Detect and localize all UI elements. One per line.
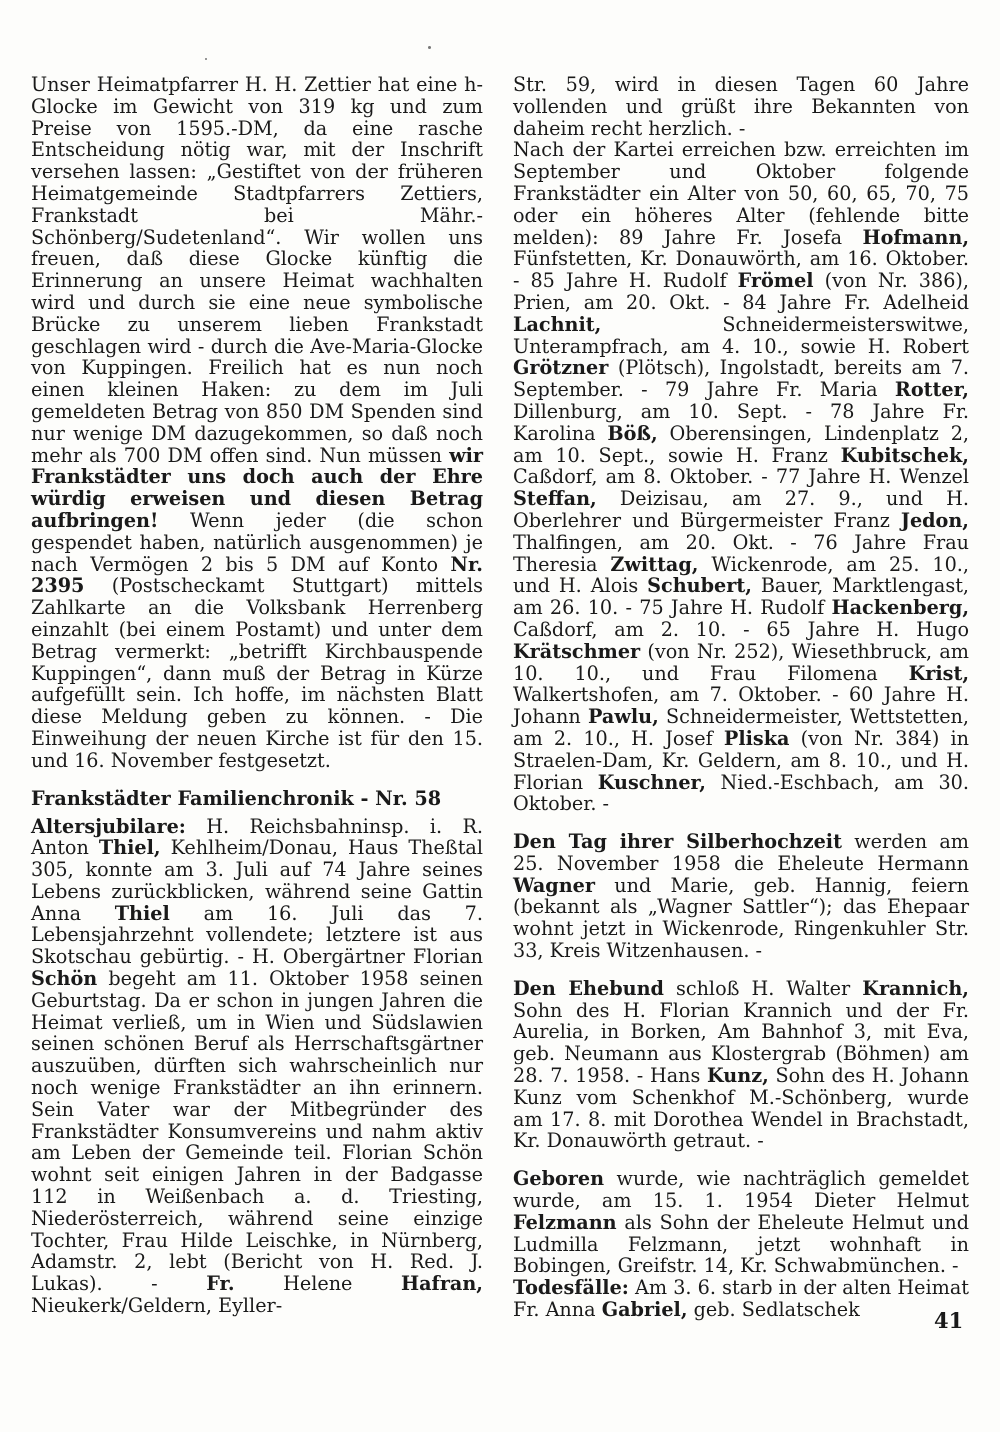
text-run: Unser Heimatpfarrer H. H. Zettier hat eine h-Glocke im Gewicht von 319 kg und zum Preise von 1595.-DM, da eine rasche Entscheidung nötig war, mit der Inschrift versehen lassen: „Gestiftet von der früheren Heimatgemeinde Stadtpfarrers Zettiers, Frankstadt bei Mähr.-Schönberg/Sudetenland“. Wir wollen uns freuen, daß diese Glocke künftig die Erinnerung an unsere Heimat wachhalten wird und durch sie eine neue symbolische Brücke zu unserem lieben Frankstadt geschlagen wird - durch die Ave-Maria-Glocke von Kuppingen. Freilich hat es nun noch einen kleinen Haken: zu dem im Juli gemeldeten Betrag von 850 DM Spenden sind nur wenige DM dazugekommen, so daß noch mehr als 700 DM offen sind. Nun müssen [31,73,483,467]
bold-name: Hackenberg, [831,596,969,620]
text-run: Sohn des H. Johann Kunz vom Schenkhof M.-Schönberg, wurde am 17. 8. mit Dorothea Wendel in Brachstadt, Kr. Donauwörth getraut. - [513,1064,970,1153]
text-run: Thalfingen, am 20. Okt. - 76 Jahre Frau Theresia [513,530,969,576]
text-run: Walkertshofen, am 7. Oktober. - 60 Jahre H. Johann [513,683,969,729]
birthdays-paragraph [513,74,969,815]
bold-name: Pawlu, [588,705,659,729]
bold-name: Krannich, [862,976,969,1000]
marriage-paragraph [513,978,969,1152]
text-run: Bauer, Marktlengast, am 26. 10. - 75 Jahre H. Rudolf [513,574,970,620]
text-run: Caßdorf, am 8. Oktober. - 77 Jahre H. Wenzel [513,465,969,489]
bold-name: Rotter, [894,378,969,402]
text-run: werden am 25. November 1958 die Eheleute Hermann [513,830,969,875]
bold-name: Zwittag, [610,552,699,576]
text-run: Deizisau, am 27. 9., und H. Oberlehrer und Bürgermeister Franz [513,487,969,532]
text-run: (von Nr. 386), Prien, am 20. Okt. - 84 Jahre Fr. Adelheid [513,269,969,314]
print-speck [428,46,431,49]
chronicle-heading: Frankstädter Familienchronik - Nr. 58 [31,786,442,810]
text-run: schloß H. Walter [663,976,863,1000]
text-run: und Marie, geb. Hannig, feiern (bekannt als „Wagner Sattler“); das Ehepaar wohnt jetzt in Wickenrode, Ringenkuhler Str. 33, Kreis Witzenhausen. - [513,873,969,963]
bold-name: Krätschmer [513,639,641,663]
text-run: Helene [234,1272,401,1296]
births-paragraph [513,1168,969,1277]
text-run: (von Nr. 384) in Straelen-Dam, Kr. Geldern, am 8. 10., und H. Florian [513,726,969,794]
bold-name: Kuschner, [597,770,706,794]
bold-name: Thiel, [98,836,161,860]
section-label: Todesfälle: [513,1276,629,1300]
text-run: (Postscheckamt Stuttgart) mittels Zahlkarte an die Volksbank Herrenberg einzahlt (bei einem Postamt) und unter dem Betrag vermerkt: „betrifft Kirchbauspende Kuppingen“, dann muß der Betrag in Kürze aufgefüllt sein. Ich hoffe, im nächsten Blatt diese Meldung geben zu können. - Die Einweihung der neuen Kirche ist für den 15. und 16. November festgesetzt. [31,574,483,772]
altersjubilare-paragraph [31,816,483,1317]
bold-name: Schön [31,967,98,991]
bold-name: Pliska [723,726,790,750]
bold-name: Hafran, [401,1272,483,1296]
text-run: Sohn des H. Florian Krannich und der Fr. Aurelia, in Borken, Am Bahnhof 3, mit Eva, geb. Neumann aus Klostergrab (Böhmen) am 28. 7. 1958. - Hans [513,998,969,1088]
text-run: als Sohn der Eheleute Helmut und Ludmilla Felzmann, jetzt wohnhaft in Bobingen, Greifstr. 14, Kr. Schwabmünchen. - [513,1210,969,1278]
bold-account-number: Nr. 2395 [31,552,483,598]
bold-name: Steffan, [513,487,597,511]
text-run: H. Reichsbahninsp. i. R. Anton [31,814,483,860]
section-label: Geboren [513,1167,605,1191]
section-label: Altersjubilare: [31,814,186,838]
text-run: Caßdorf, am 2. 10. - 65 Jahre H. Hugo [513,617,969,641]
bell-donation-paragraph [31,74,483,772]
bold-name: Felzmann [513,1210,617,1234]
bold-name: Frömel [737,269,814,293]
page-number: 41 [934,1308,964,1333]
text-run: Oberensingen, Lindenplatz 2, am 10. Sept., sowie H. Franz [513,421,970,467]
text-run: Kehlheim/Donau, Haus Theßtal 305, konnte am 3. Juli auf 74 Jahre seines Lebens zurückblicken, während seine Gattin Anna [31,836,483,925]
bold-name: Kunz, [707,1064,769,1088]
text-run: Fünfstetten, Kr. Donauwörth, am 16. Oktober. - 85 Jahre H. Rudolf [513,247,969,293]
text-run: Str. 59, wird in diesen Tagen 60 Jahre vollenden und grüßt ihre Bekannten von daheim recht herzlich. - [513,73,969,140]
deaths-paragraph [513,1277,969,1321]
bold-name: Krist, [908,661,969,685]
text-run: am 16. Juli das 7. Lebensjahrzehnt vollendete; letztere ist aus Skotschau gebürtig. - H. Obergärtner Florian [31,901,483,969]
bold-name: Kubitschek, [840,443,969,467]
silver-wedding-paragraph [513,831,969,962]
bold-appeal: wir Frankstädter uns doch auch der Ehre würdig erweisen und diesen Betrag aufbringen! [31,443,483,532]
bold-name: Böß, [607,421,658,445]
section-label: Den Ehebund [513,976,664,1000]
bold-name: Jedon, [900,508,969,532]
text-run: Dillenburg, am 10. Sept. - 78 Jahre Fr. Karolina [513,399,969,445]
text-run: wurde, wie nachträglich gemeldet wurde, am 15. 1. 1954 Dieter Helmut [513,1167,969,1213]
text-run: (Plötsch), Ingolstadt, bereits am 7. September. - 79 Jahre Fr. Maria [513,356,969,402]
print-speck [205,58,207,60]
bold-name: Wagner [513,873,595,897]
left-column [31,74,483,1317]
text-run: Wickenrode, am 25. 10., und H. Alois [513,552,969,598]
text-run: Nieukerk/Geldern, Eyller- [31,1294,283,1318]
bold-name: Grötzner [513,356,609,380]
bold-text: Fr. [206,1272,235,1296]
text-run: (von Nr. 252), Wiesethbruck, am 10. 10., und Frau Filomena [513,639,969,685]
bold-name: Gabriel, [601,1298,688,1322]
text-run: Schneidermeisterswitwe, Unterampfrach, am 4. 10., sowie H. Robert [513,312,969,358]
bold-name: Hofmann, [862,225,969,249]
text-run: Wenn jeder (die schon gespendet haben, natürlich ausgenommen) je nach Vermögen 2 bis 5 DM auf Konto [31,508,483,576]
bold-name: Schubert, [647,574,752,598]
text-run: Nied.-Eschbach, am 30. Oktober. - [513,770,969,816]
text-run: begeht am 11. Oktober 1958 seinen Geburtstag. Da er schon in jungen Jahren die Heimat verließ, um in Wien und Südslawien seinen schönen Beruf als Herrschaftsgärtner auszuüben, dürften sich wahrscheinlich nur noch wenige Frankstädter an ihn erinnern. Sein Vater war der Mitbegründer des Frankstädter Konsumvereins und nahm aktiv am Leben der Gemeinde teil. Florian Schön wohnt seit einigen Jahren in der Badgasse 112 in Weißenbach a. d. Triesting, Niederösterreich, während seine einzige Tochter, Frau Hilde Leischke, in Nürnberg, Adamstr. 2, lebt (Bericht von H. Red. J. Lukas). - [31,967,483,1296]
text-run: Schneidermeister, Wettstetten, am 2. 10., H. Josef [513,705,970,750]
text-run: Nach der Kartei erreichen bzw. erreichten im September und Oktober folgende Frankstädter ein Alter von 50, 60, 65, 70, 75 oder ein höheres Alter (fehlende bitte melden): 89 Jahre Fr. Josefa [513,138,969,249]
bold-name: Thiel [114,901,170,925]
section-label: Den Tag ihrer Silberhochzeit [513,830,842,854]
text-run: geb. Sedlatschek [687,1298,860,1322]
right-column [513,74,969,1321]
text-run: Am 3. 6. starb in der alten Heimat Fr. Anna [513,1276,969,1322]
bold-name: Lachnit, [513,312,602,336]
